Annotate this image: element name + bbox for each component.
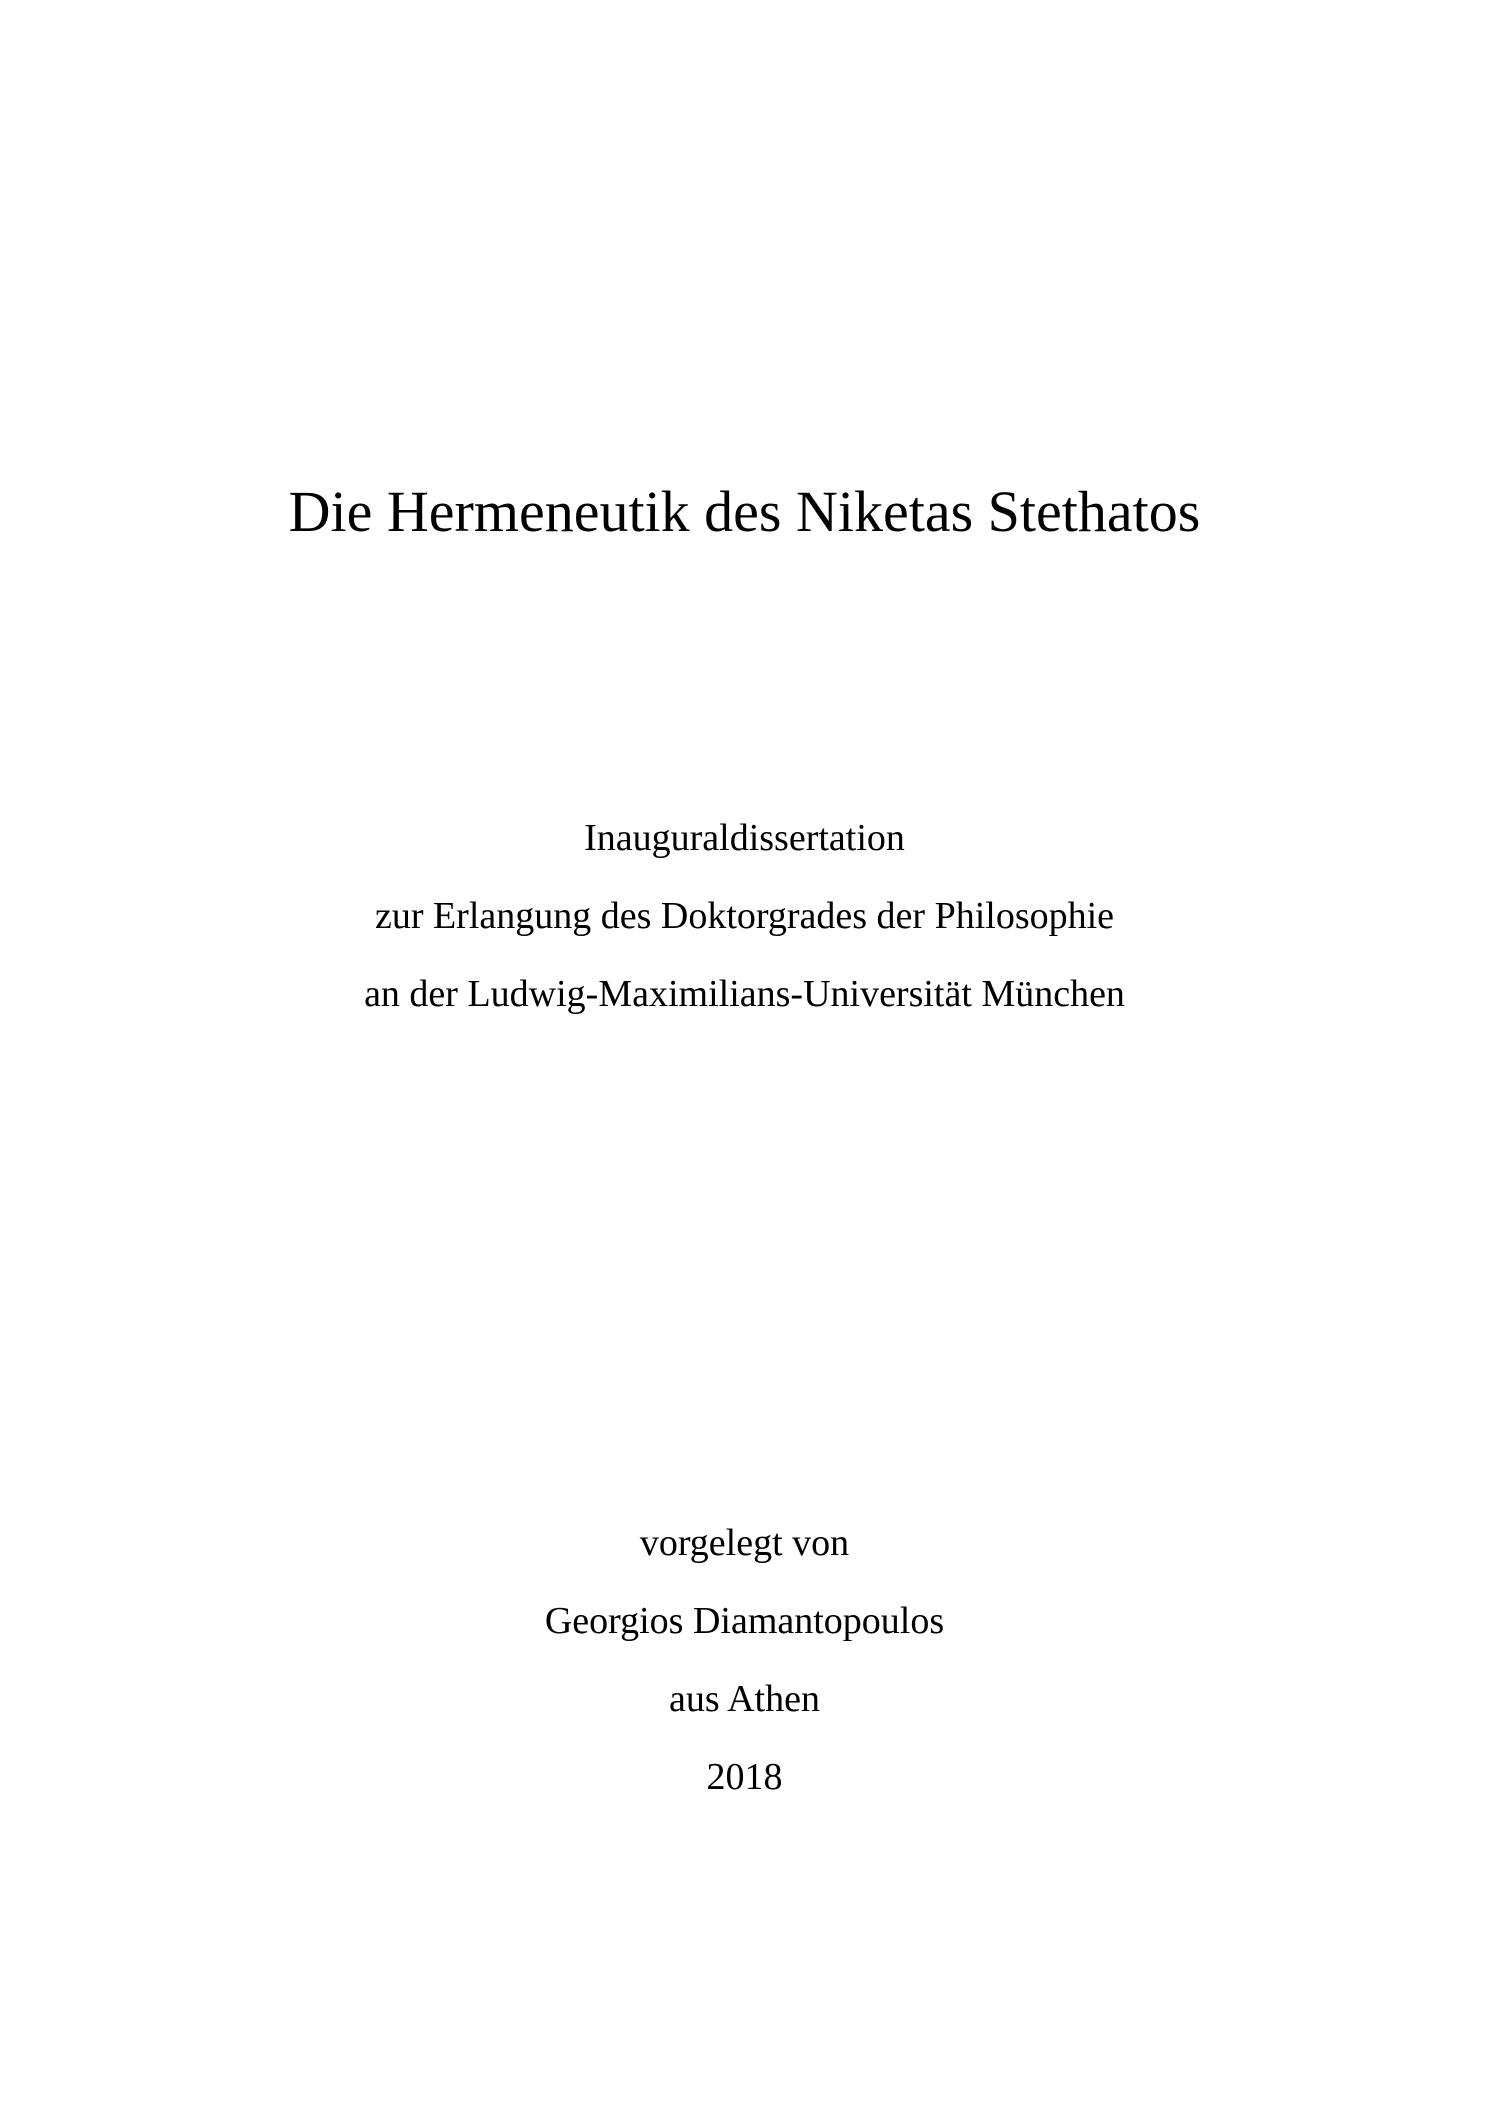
publication-year: 2018 xyxy=(706,1756,783,1798)
document-title: Die Hermeneutik des Niketas Stethatos xyxy=(288,479,1201,544)
dissertation-type: Inauguraldissertation xyxy=(584,817,905,859)
dissertation-university: an der Ludwig-Maximilians-Universität München xyxy=(364,973,1125,1015)
dissertation-purpose: zur Erlangung des Doktorgrades der Philosophie xyxy=(374,895,1115,937)
presented-by-label: vorgelegt von xyxy=(639,1522,850,1564)
author-origin: aus Athen xyxy=(669,1678,820,1720)
author-name: Georgios Diamantopoulos xyxy=(544,1600,945,1642)
